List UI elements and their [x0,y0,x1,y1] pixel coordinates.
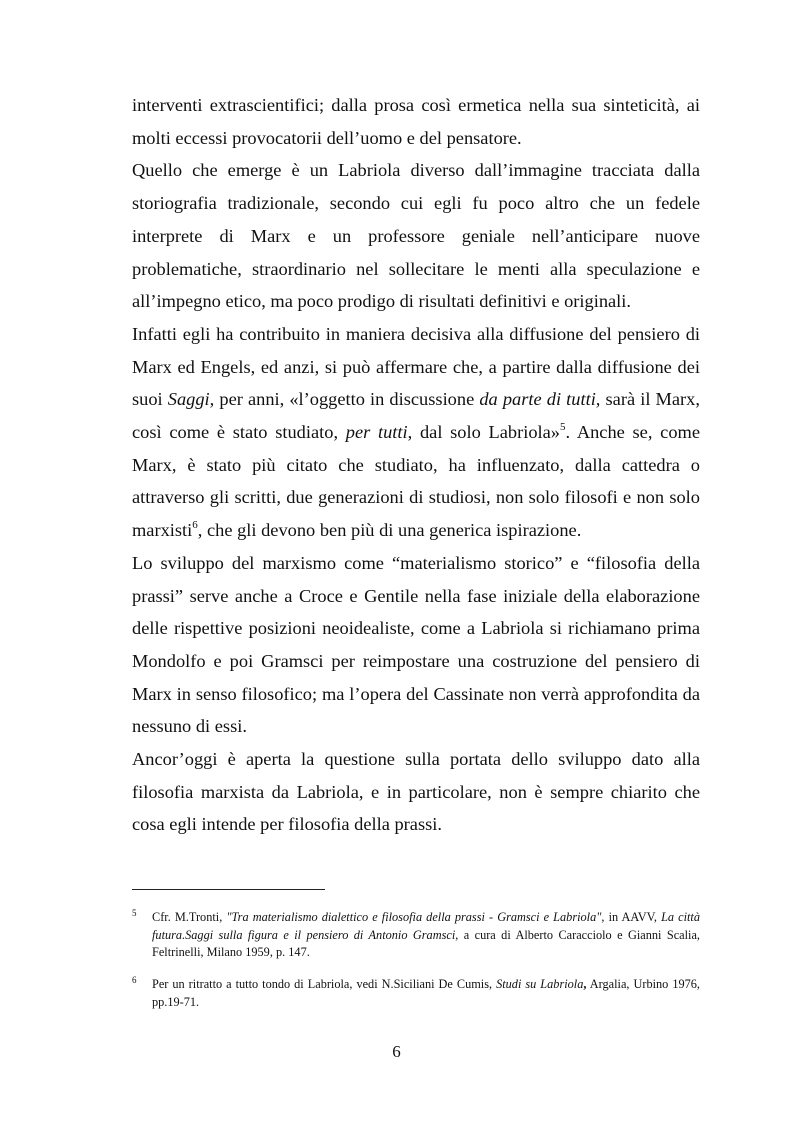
paragraph-open-question: Ancor’oggi è aperta la questione sulla portata dello sviluppo dato alla filosofia marxista da Labriola, e in particolare, non è sempre chiarito che cosa egli intende per filosofia della prassi. [132,749,700,835]
paragraph-labriola-image: Quello che emerge è un Labriola diverso dall’immagine tracciata dalla storiografia tradizionale, secondo cui egli fu poco altro che un fedele interprete di Marx e un professore geniale nell’anticipare nuove problematiche, straordinario nel sollecitare le menti alla speculazione e all’impegno etico, ma poco prodigo di risultati definitivi e originali. [132,160,700,312]
text-segment: Per un ritratto a tutto tondo di Labriola, vedi N.Siciliani De Cumis, [152,977,497,991]
footnote-5 [132,909,700,962]
text-segment: , che gli devono ben più di una generica ispirazione. [197,520,582,541]
text-segment: sarà il Marx, così come è stato studiato, [132,389,700,443]
text-segment: Cfr. M.Tronti, [152,910,227,924]
text-segment: , a cura di Alberto Caracciolo e Gianni Scalia, Feltrinelli, Milano 1959, p. 147. [152,927,700,959]
text-segment: . Anche se, come Marx, è stato più citato che studiato, ha influenzato, dalla cattedra o attraverso gli scritti, due generazioni di studiosi, non solo filosofi e non solo marxisti [132,422,700,541]
page-number: 6 [392,1042,401,1061]
footnote-6 [132,976,700,1011]
footnote-text [152,909,700,962]
italic-book-title: Studi su Labriola [496,977,584,991]
italic-per-tutti: per tutti [345,422,408,443]
body-text [132,89,700,841]
paragraph-diffusion [132,318,700,547]
text-segment: Argalia, Urbino 1976, pp.19-71. [152,977,700,1009]
footnote-ref-6[interactable]: 6 [192,519,198,532]
footnote-ref-5[interactable]: 5 [560,420,566,433]
text-segment: , dal solo Labriola» [407,422,561,443]
bold-comma: , [583,977,587,991]
footnote-text [152,976,700,1011]
italic-article-title: "Tra materialismo dialettico e filosofia della prassi - Gramsci e Labriola" [226,910,602,924]
italic-da-parte-di-tutti: da parte di tutti, [479,389,601,410]
footnote-number: 6 [132,975,137,985]
text-segment: per anni, «l’oggetto in discussione [214,389,480,410]
footnote-separator [132,889,325,890]
italic-saggi: Saggi, [167,389,215,410]
text-segment: Infatti egli ha contribuito in maniera decisiva alla diffusione del pensiero di Marx ed Engels, ed anzi, si può affermare che, a partire dalla diffusione dei suoi [132,323,700,410]
paragraph-continuation: interventi extrascientifici; dalla prosa così ermetica nella sua sinteticità, ai molti eccessi provocatorii dell’uomo e del pensatore. [132,95,700,148]
footnote-number: 5 [132,908,137,918]
text-segment: , in AAVV, [601,910,662,924]
paragraph-marxism-development: Lo sviluppo del marxismo come “materialismo storico” e “filosofia della prassi” serve anche a Croce e Gentile nella fase iniziale della elaborazione delle rispettive posizioni neoidealiste, come a Labriola si richiamano prima Mondolfo e poi Gramsci per reimpostare una costruzione del pensiero di Marx in senso filosofico; ma l’opera del Cassinate non verrà approfondita da nessuno di essi. [132,552,700,737]
italic-book-title: La città futura.Saggi sulla figura e il pensiero di Antonio Gramsci [152,910,700,942]
